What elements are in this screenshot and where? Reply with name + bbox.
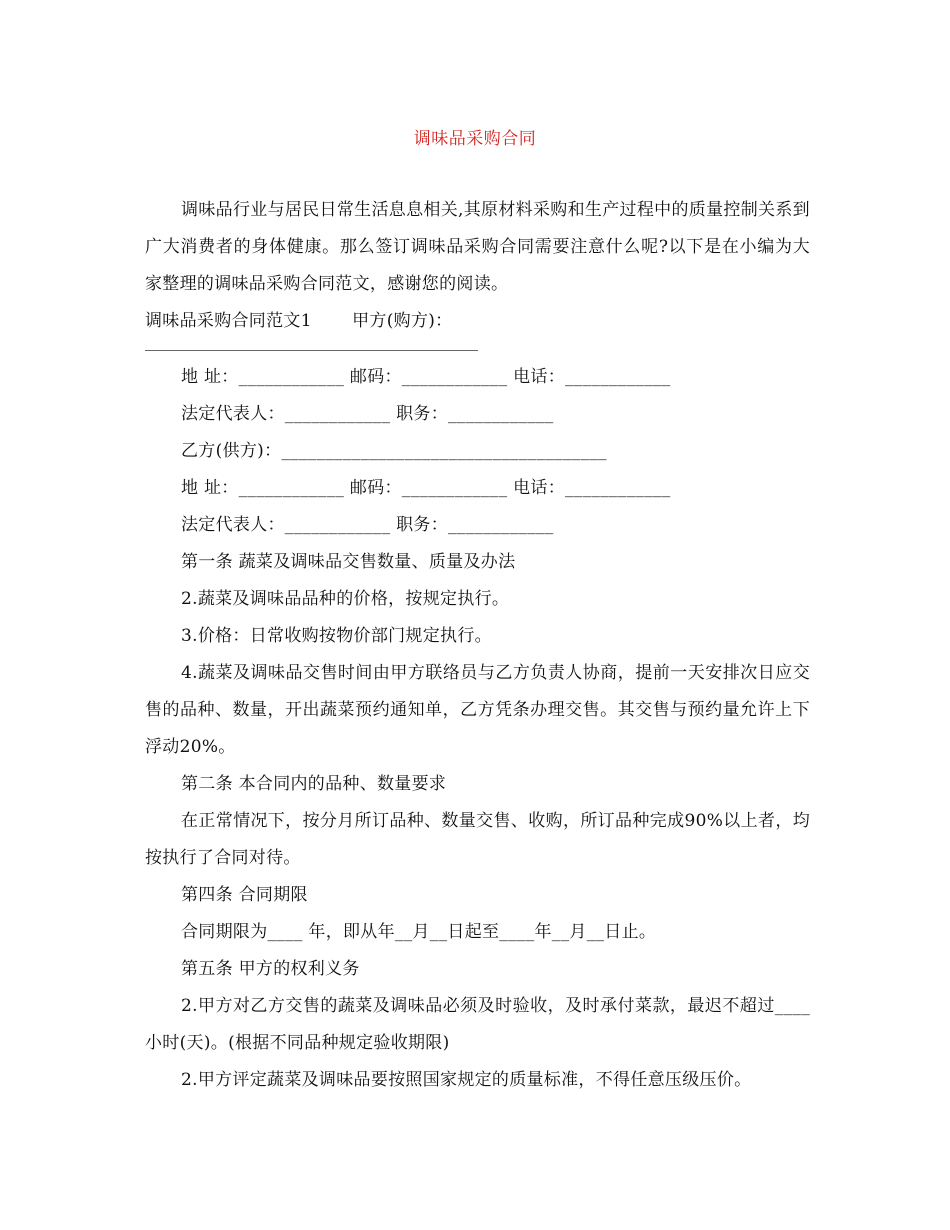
article-2-heading: 第二条 本合同内的品种、数量要求 [181,774,447,794]
party-b-representative-line: 法定代表人：____________ 职务：____________ [181,515,554,535]
article-1-item-3: 3.价格：日常收购按物价部门规定执行。 [181,626,492,646]
article-5-item-1: 2.甲方对乙方交售的蔬菜及调味品必须及时验收，及时承付菜款，最迟不超过____小时(天)。(根据不同品种规定验收期限) [145,996,810,1053]
document-body [145,192,810,1099]
article-1-item-4: 4.蔬菜及调味品交售时间由甲方联络员与乙方负责人协商，提前一天安排次日应交售的品种、数量，开出蔬菜预约通知单，乙方凭条办理交售。其交售与预约量允许上下浮动20%。 [145,663,810,757]
article-2-text: 在正常情况下，按分月所订品种、数量交售、收购，所订品种完成90%以上者，均按执行了合同对待。 [145,811,810,868]
party-a-representative-line: 法定代表人：____________ 职务：____________ [181,404,554,424]
party-a-address-line: 地 址：____________ 邮码：____________ 电话：____________ [181,367,671,387]
document-title: 调味品采购合同 [413,129,537,149]
party-b-address-line: 地 址：____________ 邮码：____________ 电话：____________ [181,478,671,498]
article-5-item-2: 2.甲方评定蔬菜及调味品要按照国家规定的质量标准，不得任意压级压价。 [181,1070,752,1090]
article-5-heading: 第五条 甲方的权利义务 [181,959,360,979]
article-4-heading: 第四条 合同期限 [181,885,308,905]
article-1-item-2: 2.蔬菜及调味品品种的价格，按规定执行。 [181,589,510,609]
party-b-line: 乙方(供方)：_____________________________________ [181,441,607,461]
article-4-text: 合同期限为____ 年，即从年__月__日起至____年__月__日止。 [181,922,657,942]
article-1-heading: 第一条 蔬菜及调味品交售数量、质量及办法 [181,552,516,572]
intro-paragraph: 调味品行业与居民日常生活息息相关,其原材料采购和生产过程中的质量控制关系到广大消费者的身体健康。那么签订调味品采购合同需要注意什么呢?以下是在小编为大家整理的调味品采购合同范文，感谢您的阅读。 [145,200,810,294]
sample-heading: 调味品采购合同范文1 甲方(购方)： [145,311,453,331]
party-a-name-line [145,350,478,351]
